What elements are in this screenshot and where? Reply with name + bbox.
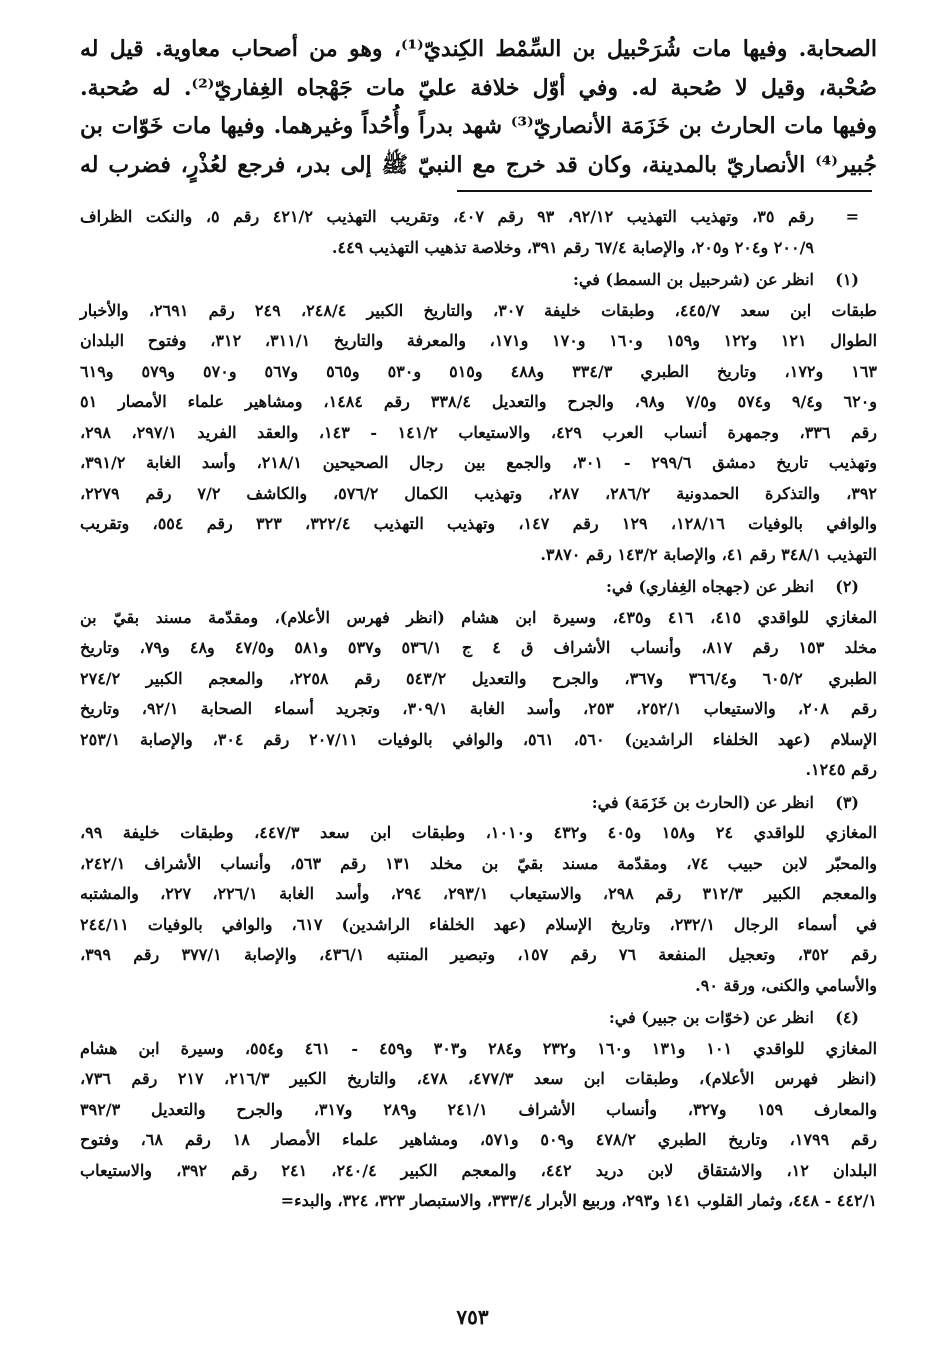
footnote-line: و٦٢٠ و٩/٤ و٥٧٤ و٧/٥ و٩٨، والجرح والتعديل ٣٣٨/٤ رقم ١٤٨٤، ومشاهير علماء الأمصار ٥١ (80, 392, 878, 411)
footnote-number: (١) (835, 270, 859, 289)
footnote-line: ٤٤٢/١ - ٤٤٨، وثمار القلوب ١٤١ و٢٩٣، وربيع الأبرار ٣٣٣/٤، والاستبصار ٣٢٣، ٣٢٤، والبدء= (280, 1191, 877, 1210)
footnote-line: رقم ١٢٤٥. (805, 760, 877, 779)
footnote-line: رقم ٣٥، وتهذيب التهذيب ٩٢/١٢، ٩٣ رقم ٤٠٧، وتقريب التهذيب ٤٢١/٢ رقم ٥، والنكت الظراف (80, 207, 815, 226)
footnote-line: التهذيب ٣٤٨/١ رقم ٤١، والإصابة ١٤٣/٢ رقم ٣٨٧٠. (540, 544, 877, 564)
footnote-line: الإسلام (عهد الخلفاء الراشدين) ٥٦٠، ٥٦١، والوافي بالوفيات ٢٠٧/١١ رقم ٣٠٤، والإصابة ٢٥٣/١ (80, 729, 878, 749)
main-text-line: جُبير⁽⁴⁾ الأنصاريّ بالمدينة، وكان قد خرج مع النبيّ ﷺ إلى بدر، فرجع لعُذْرٍ، فضرب له (80, 151, 877, 178)
footnote-line: وتهذيب تاريخ دمشق ٢٩٩/٦ - ٣٠١، والجمع بين رجال الصحيحين ٢١٨/١، وأسد الغابة ٣٩١/٢، (80, 453, 878, 472)
footnote-line: رقم ٢٠٨، والاستيعاب ٢٥٢/١، ٢٥٣، وأسد الغابة ٣٠٩/١، وتجريد أسماء الصحابة ٩٢/١، وتاريخ (80, 699, 878, 718)
footnote-2 (80, 572, 877, 786)
footnote-line: (انظر فهرس الأعلام)، وطبقات ابن سعد ٤٧٧/٣، ٤٧٨، والتاريخ الكبير ٢١٦/٣، ٢١٧ رقم ٧٣٦، (80, 1069, 877, 1088)
continuation-mark: = (845, 207, 859, 226)
footnote-line: مخلد ١٥٣ رقم ٨١٧، وأنساب الأشراف ق ٤ ج ٥٣٦/١ و٥٣٧ و٥٨١ و٤٧/٥ و٤٨ و٧٩، وتاريخ (80, 638, 878, 657)
footnote-line: رقم ١٧٩٩، وتاريخ الطبري ٤٧٨/٢ و٥٠٩ و٥٧١، ومشاهير علماء الأمصار ١٨ رقم ٦٨، وفتوح (80, 1130, 878, 1149)
footnote-number: (٣) (835, 792, 859, 812)
footnote-line: والوافي بالوفيات ١٢٨/١٦، ١٢٩ رقم ١٤٧، وتهذيب التهذيب ٣٢٢/٤، ٣٢٣ رقم ٥٥٤، وتقريب (80, 514, 878, 533)
page-number: ٧٥٣ (456, 1305, 489, 1329)
footnote-number: (٢) (835, 577, 859, 596)
footnote-line: رقم ٣٥٢، وتعجيل المنفعة ٧٦ رقم ١٥٧، وتبصير المنتبه ٤٣٦/١، والإصابة ٣٧٧/١ رقم ٣٩٩، (80, 945, 877, 964)
footnote-line: ٣٩٢، والتذكرة الحمدونية ٢٨٦/٢، ٢٨٧، وتهذيب الكمال ٥٧٦/٢، والكاشف ٧/٢ رقم ٢٢٧٩، (80, 483, 878, 503)
footnote-line: والمعجم الكبير ٣١٢/٣ رقم ٢٩٨، والاستيعاب ٢٩٣/١، ٢٩٤، وأسد الغابة ٢٢٦/١، ٢٢٧، والمشتبه (80, 884, 878, 903)
footnote-4 (80, 1003, 877, 1217)
footnote-line: الطوال ١٢١ و١٢٢ و١٥٩ و١٦٠ و١٧٠ و١٧١، والمعرفة والتاريخ ٣١١/١، ٣١٢، وفتوح البلدان (80, 331, 878, 350)
footnote-line: المغازي للواقدي ١٠١ و١٣١ و١٦٠ و٢٣٢ و٢٨٤ و٣٠٣ و٤٥٩ - ٤٦١ و٥٥٤، وسيرة ابن هشام (80, 1038, 878, 1058)
footnote-continuation (80, 202, 877, 263)
footnotes (80, 202, 877, 1217)
footnote-line: المغازي للواقدي ٢٤ و١٥٨ و٤٠٥ و٤٣٢ و١٠١٠، وطبقات ابن سعد ٤٤٧/٣، وطبقات خليفة ٩٩، (80, 823, 878, 842)
footnote-line: رقم ٣٣٦، وجمهرة أنساب العرب ٤٢٩، والاستيعاب ١٤١/٢ - ١٤٣، والعقد الفريد ٢٩٧/١، ٢٩٨، (80, 422, 878, 442)
footnote-line: البلدان ١٢، والاشتقاق لابن دريد ٤٤٢، والمعجم الكبير ٢٤٠/٤، ٢٤١ رقم ٣٩٢، والاستيعاب (80, 1160, 878, 1180)
footnote-number: (٤) (835, 1008, 859, 1027)
footnote-1 (80, 265, 877, 570)
footnote-line: ٢٠٠/٩ و٢٠٤ و٢٠٥، والإصابة ٦٧/٤ رقم ٣٩١، وخلاصة تذهيب التهذيب ٤٤٩. (331, 237, 814, 257)
main-text (80, 30, 877, 184)
footnote-heading: انظر عن (الحارث بن خَزَمَة) في: (591, 792, 814, 812)
footnote-line: ١٦٣ و١٧٢، وتاريخ الطبري ٣٣٤/٣ و٤٨٨ و٥١٥ و٥٣٠ و٥٦٥ و٥٦٧ و٥٧٠ و٥٧٩ و٦١٩ (80, 361, 878, 381)
page-content (80, 30, 877, 1217)
footnote-heading: انظر عن (خوّات بن جبير) في: (608, 1008, 814, 1027)
footnote-separator (457, 190, 872, 192)
footnote-line: والأسامي والكنى، ورقة ٩٠. (695, 975, 877, 995)
footnote-line: والمعارف ١٥٩ و٣٢٧، وأنساب الأشراف ٢٤١/١ و٢٨٩ و٣١٧، والجرح والتعديل ٣٩٢/٣ (80, 1099, 878, 1119)
footnote-line: في أسماء الرجال ٢٣٢/١، وتاريخ الإسلام (عهد الخلفاء الراشدين) ٦١٧، والوافي بالوفيات ٢٤٤/١١ (80, 914, 877, 934)
footnote-heading: انظر عن (جهجاه الغِفاري) في: (606, 577, 814, 596)
footnote-3 (80, 788, 877, 1002)
main-text-line: وفيها مات الحارث بن خَزَمَة الأنصاريّ⁽³⁾ شهد بدراً وأُحُداً وغيرهما. وفيها مات خَوّات بن (80, 113, 878, 139)
footnote-line: طبقات ابن سعد ٤٤٥/٧، وطبقات خليفة ٣٠٧، والتاريخ الكبير ٢٤٨/٤، ٢٤٩ رقم ٢٦٩١، والأخبار (80, 300, 878, 320)
main-text-line: صُحْبة، وقيل لا صُحبة له. وفي أوّل خلافة عليّ مات جَهْجاه الغِفاريّ⁽²⁾. له صُحبة. (80, 74, 877, 101)
footnote-line: المغازي للواقدي ٤١٥، ٤١٦ و٤٣٥، وسيرة ابن هشام (انظر فهرس الأعلام)، ومقدّمة مسند بقيّ بن (80, 607, 878, 627)
footnote-heading: انظر عن (شرحبيل بن السمط) في: (572, 270, 814, 289)
main-text-line: الصحابة. وفيها مات شُرَحْبيل بن السِّمْط الكِنديّ⁽¹⁾، وهو من أصحاب معاوية. قيل له (80, 36, 877, 62)
footnote-line: الطبري ٦٠٥/٢ و٣٦٦/٤ و٣٦٧، والجرح والتعديل ٥٤٣/٢ رقم ٢٢٥٨، والمعجم الكبير ٢٧٤/٢ (80, 668, 878, 688)
footnote-line: والمحبّر لابن حبيب ٧٤، ومقدّمة مسند بقيّ بن مخلد ١٣١ رقم ٥٦٣، وأنساب الأشراف ٢٤٢/١، (80, 853, 878, 873)
